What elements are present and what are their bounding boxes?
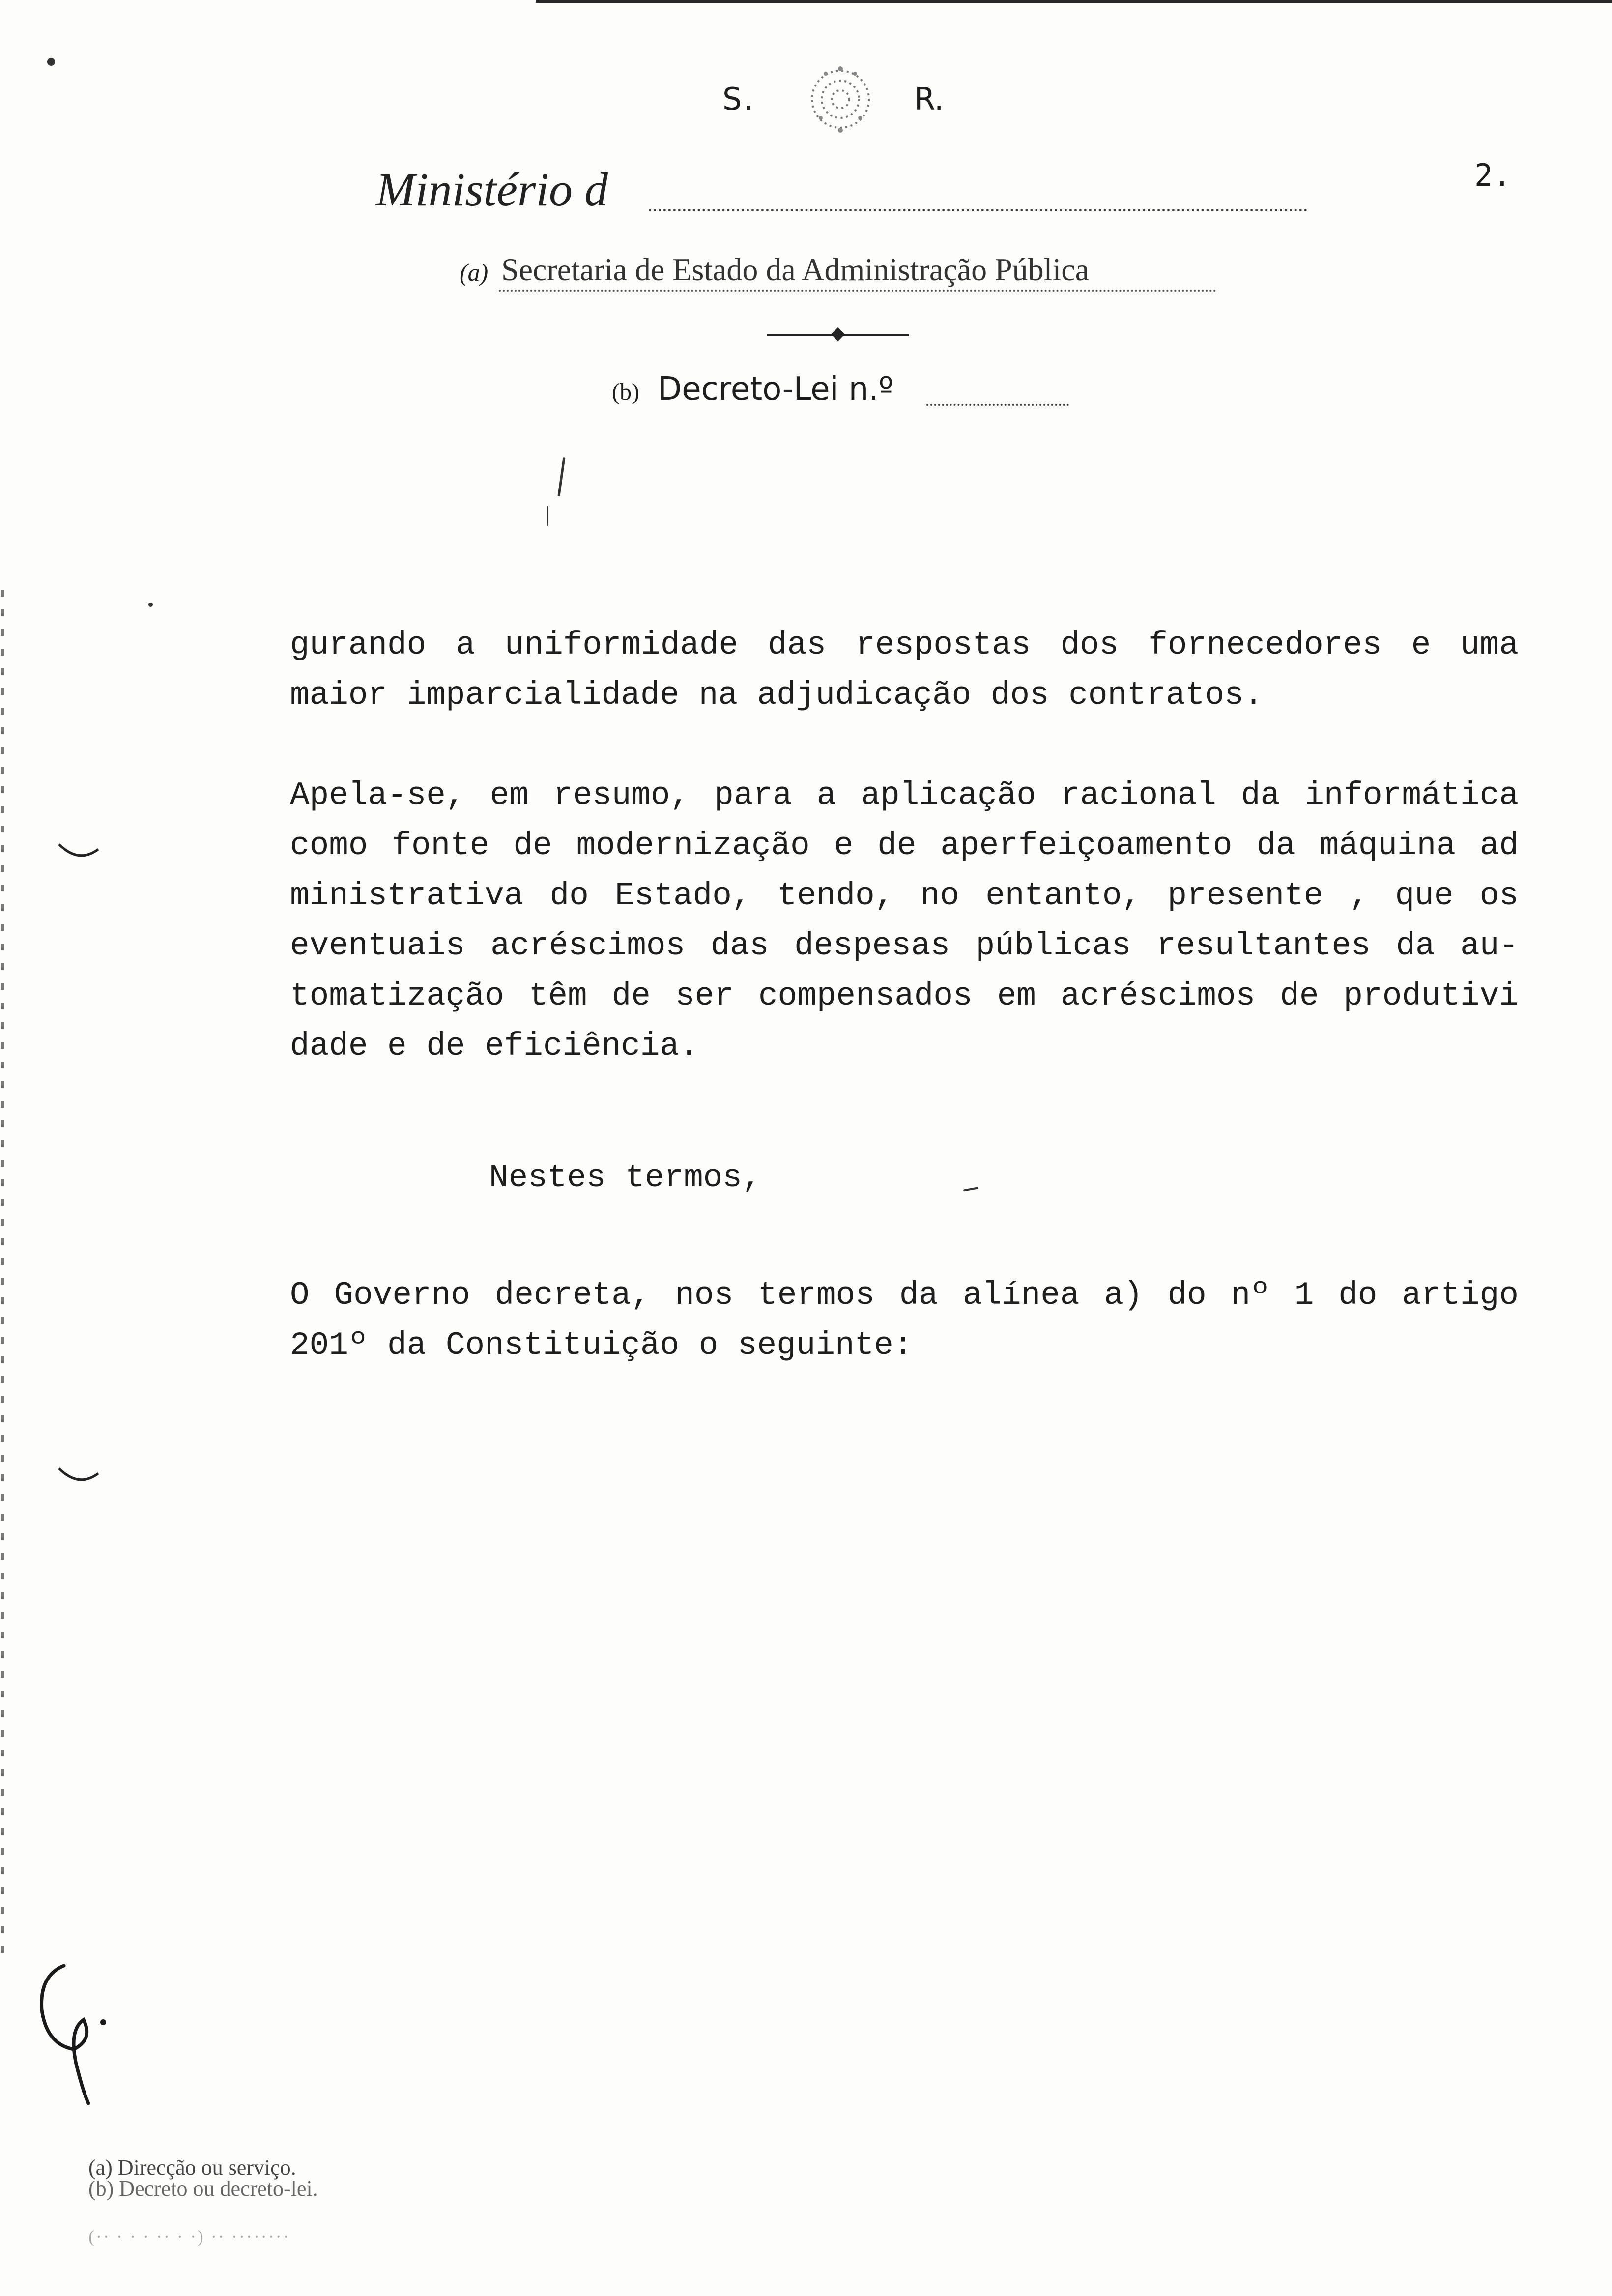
ministry-label: Ministério d [376,163,608,216]
text-line: ministrativa do Estado, tendo, no entanto, presente , que os [290,877,1519,914]
text-line: como fonte de modernização e de aperfeiçoamento da máquina ad [290,827,1519,864]
punch-hole-curve-icon [54,1464,103,1489]
pen-stroke-mark [557,457,565,496]
text-line: dade e de eficiência. [290,1028,699,1064]
body-paragraph-4 [290,1270,1519,1371]
decreto-footnote-marker: (b) [612,379,639,405]
footnote-a: (a) Direcção ou serviço. [88,2155,296,2180]
text-line: Apela-se, em resumo, para a aplicação racional da informática [290,777,1519,814]
secretaria-footnote-marker: (a) [460,258,489,286]
divider-ornament-icon [831,327,845,341]
body-paragraph-2 [290,771,1519,1071]
secretaria-fill-line [499,290,1216,292]
scan-top-edge [536,0,1612,3]
pen-stroke-mark [547,506,548,526]
header-left-letter: S. [722,81,756,117]
body-paragraph-3: Nestes termos, [489,1159,762,1196]
header-right-letter: R. [914,81,944,117]
text-line: tomatização têm de ser compensados em acréscimos de produtivi [290,977,1519,1014]
text-line: eventuais acréscimos das despesas públicas resultantes da au- [290,927,1519,964]
decreto-number-fill-line [926,404,1069,406]
secretaria-name: Secretaria de Estado da Administração Pública [501,252,1090,287]
illegible-print-mark: (·· · · · ·· · ·) ·· ········ [88,2227,290,2246]
punch-hole-curve-icon [54,840,103,865]
handwritten-initial-signature [29,1946,118,2113]
scan-margin-edge [1,590,4,1966]
page-number: 2. [1474,157,1511,193]
ink-speck [148,603,153,607]
text-line: 201º da Constituição o seguinte: [290,1327,913,1364]
body-paragraph-1 [290,620,1519,720]
footnote-b: (b) Decreto ou decreto-lei. [88,2177,318,2201]
text-line: O Governo decreta, nos termos da alínea a) do nº 1 do artigo [290,1277,1519,1314]
text-line: maior imparcialidade na adjudicação dos contratos. [290,677,1264,714]
ink-speck [47,58,55,66]
text-line: gurando a uniformidade das respostas dos fornecedores e uma [290,627,1519,663]
decreto-label: Decreto-Lei n.º [658,371,893,407]
coat-of-arms-seal-icon [791,59,890,140]
ministry-fill-line [649,209,1307,211]
